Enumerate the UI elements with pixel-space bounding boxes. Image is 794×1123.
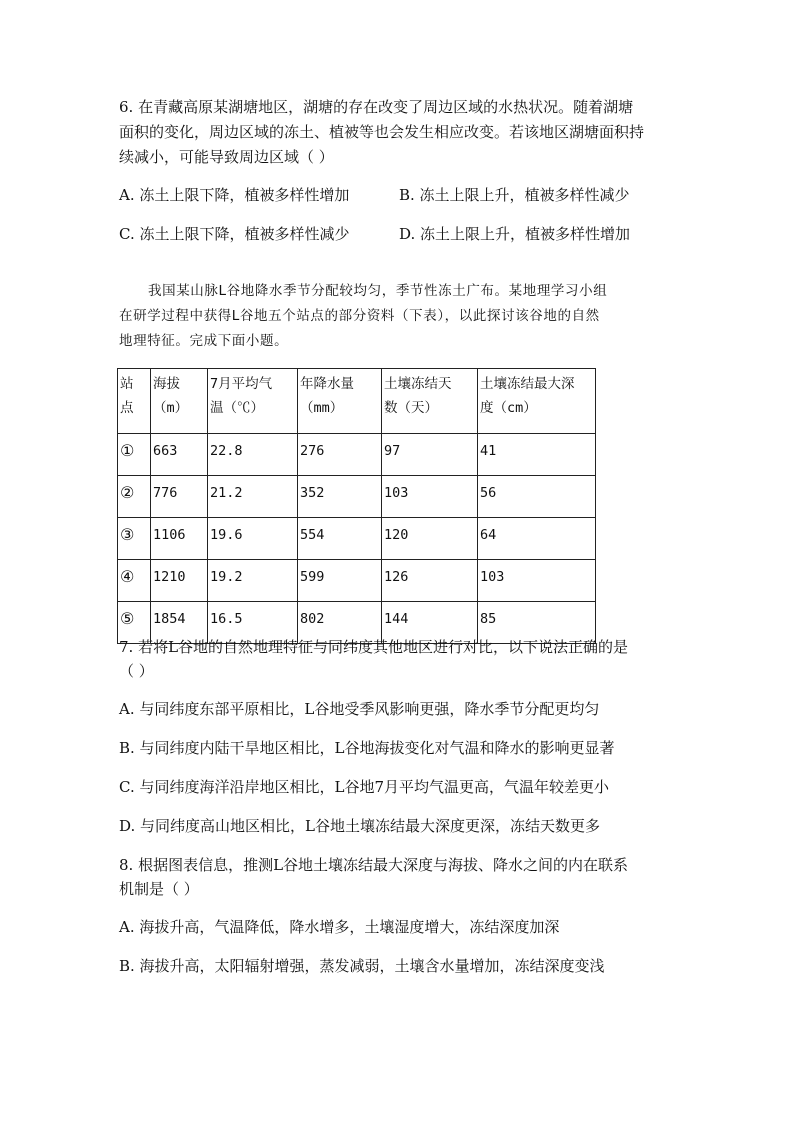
cell-annual-precip: 554 xyxy=(298,518,382,560)
cell-station: ⑤ xyxy=(118,602,151,644)
header-frozen-days: 土壤冻结天 数（天） xyxy=(382,369,478,434)
table-row xyxy=(118,434,596,476)
intro-line-2: 在研学过程中获得L谷地五个站点的部分资料（下表），以此探讨该谷地的自然 xyxy=(119,308,600,324)
q8-option-a: A. 海拔升高，气温降低，降水增多，土壤湿度增大，冻结深度加深 xyxy=(119,918,560,936)
cell-frozen-days: 103 xyxy=(382,476,478,518)
cell-max-frozen-depth: 64 xyxy=(478,518,596,560)
table-row xyxy=(118,518,596,560)
cell-annual-precip: 352 xyxy=(298,476,382,518)
cell-frozen-days: 120 xyxy=(382,518,478,560)
q7-stem-line-1: 7. 若将L谷地的自然地理特征与同纬度其他地区进行对比，以下说法正确的是 xyxy=(119,638,629,656)
cell-annual-precip: 599 xyxy=(298,560,382,602)
q6-stem-line-2: 面积的变化，周边区域的冻土、植被等也会发生相应改变。若该地区湖塘面积持 xyxy=(119,123,645,141)
header-annual-precip: 年降水量 （mm） xyxy=(298,369,382,434)
cell-max-frozen-depth: 103 xyxy=(478,560,596,602)
cell-july-temp: 19.6 xyxy=(208,518,298,560)
q7-option-a: A. 与同纬度东部平原相比，L谷地受季风影响更强，降水季节分配更均匀 xyxy=(119,700,600,718)
cell-annual-precip: 276 xyxy=(298,434,382,476)
intro-line-3: 地理特征。完成下面小题。 xyxy=(119,333,289,349)
q6-option-b: B. 冻土上限上升，植被多样性减少 xyxy=(399,186,630,204)
cell-july-temp: 19.2 xyxy=(208,560,298,602)
cell-elevation: 776 xyxy=(151,476,208,518)
q8-stem-line-2: 机制是（ ） xyxy=(119,880,199,898)
q6-stem-line-3: 续减小，可能导致周边区域（ ） xyxy=(119,148,334,166)
cell-elevation: 663 xyxy=(151,434,208,476)
q7-option-b: B. 与同纬度内陆干旱地区相比，L谷地海拔变化对气温和降水的影响更显著 xyxy=(119,739,615,757)
q6-option-a: A. 冻土上限下降，植被多样性增加 xyxy=(119,186,350,204)
cell-july-temp: 16.5 xyxy=(208,602,298,644)
cell-station: ② xyxy=(118,476,151,518)
header-station: 站 点 xyxy=(118,369,151,434)
table-row xyxy=(118,560,596,602)
cell-station: ③ xyxy=(118,518,151,560)
cell-frozen-days: 144 xyxy=(382,602,478,644)
table-row xyxy=(118,476,596,518)
station-data-table xyxy=(117,368,596,644)
q6-option-c: C. 冻土上限下降，植被多样性减少 xyxy=(119,225,350,243)
q6-option-d: D. 冻土上限上升，植被多样性增加 xyxy=(399,225,631,243)
cell-station: ① xyxy=(118,434,151,476)
header-max-frozen-depth: 土壤冻结最大深 度（cm） xyxy=(478,369,596,434)
cell-elevation: 1106 xyxy=(151,518,208,560)
cell-station: ④ xyxy=(118,560,151,602)
cell-elevation: 1210 xyxy=(151,560,208,602)
header-elevation: 海拔 （m） xyxy=(151,369,208,434)
q8-option-b: B. 海拔升高，太阳辐射增强，蒸发减弱，土壤含水量增加，冻结深度变浅 xyxy=(119,957,605,975)
cell-max-frozen-depth: 85 xyxy=(478,602,596,644)
cell-max-frozen-depth: 41 xyxy=(478,434,596,476)
table-header-row xyxy=(118,369,596,434)
q7-stem-line-2: （ ） xyxy=(119,662,154,680)
cell-max-frozen-depth: 56 xyxy=(478,476,596,518)
cell-elevation: 1854 xyxy=(151,602,208,644)
intro-line-1: 我国某山脉L谷地降水季节分配较均匀，季节性冻土广布。某地理学习小组 xyxy=(148,283,608,299)
cell-annual-precip: 802 xyxy=(298,602,382,644)
cell-frozen-days: 126 xyxy=(382,560,478,602)
cell-july-temp: 22.8 xyxy=(208,434,298,476)
q7-option-d: D. 与同纬度高山地区相比，L谷地土壤冻结最大深度更深，冻结天数更多 xyxy=(119,817,600,835)
cell-july-temp: 21.2 xyxy=(208,476,298,518)
cell-frozen-days: 97 xyxy=(382,434,478,476)
q8-stem-line-1: 8. 根据图表信息，推测L谷地土壤冻结最大深度与海拔、降水之间的内在联系 xyxy=(119,856,629,874)
q7-option-c: C. 与同纬度海洋沿岸地区相比，L谷地7月平均气温更高，气温年较差更小 xyxy=(119,778,609,796)
header-july-temp: 7月平均气 温（℃） xyxy=(208,369,298,434)
q6-stem-line-1: 6. 在青藏高原某湖塘地区，湖塘的存在改变了周边区域的水热状况。随着湖塘 xyxy=(119,98,634,116)
